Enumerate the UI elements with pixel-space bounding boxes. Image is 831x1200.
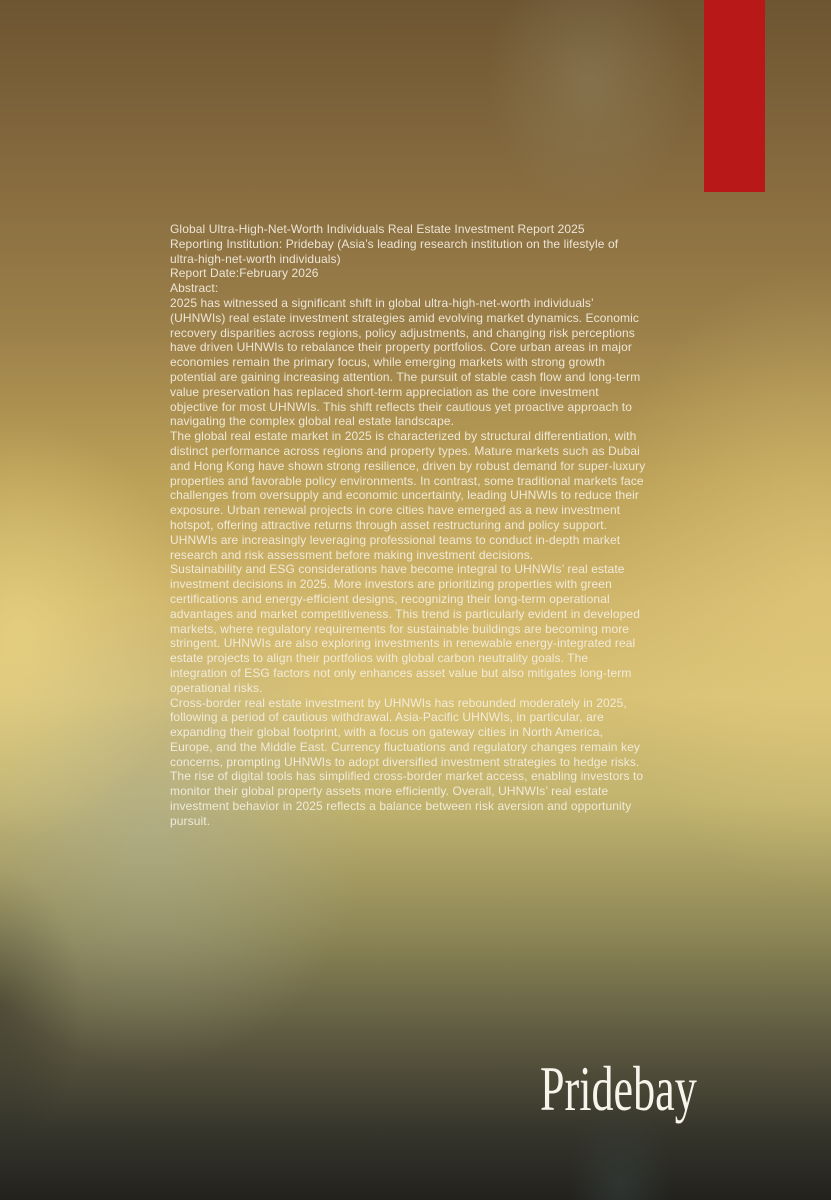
report-title: Global Ultra-High-Net-Worth Individuals Real Estate Investment Report 2025: [170, 222, 585, 236]
report-date-line: Report Date:February 2026: [170, 266, 319, 281]
abstract-paragraph-4: Cross-border real estate investment by UHNWIs has rebounded moderately in 2025, following a period of cautious withdrawal. Asia-Pacific UHNWIs, in particular, are expanding their global footprint, with a focus on gateway cities in North America, Europe, and the Middle East. Currency fluctuations and regulatory changes remain key concerns, prompting UHNWIs to adopt diversified investment strategies to hedge risks. The rise of digital tools has simplified cross-border market access, enabling investors to monitor their global property assets more efficiently. Overall, UHNWIs’ real estate investment behavior in 2025 reflects a balance between risk aversion and opportunity pursuit.: [170, 695, 644, 828]
abstract-paragraph-1: 2025 has witnessed a significant shift in global ultra-high-net-worth individuals’ (UHNWIs) real estate investment strategies amid evolving market dynamics. Economic recovery disparities across regions, policy adjustments, and changing risk perceptions have driven UHNWIs to rebalance their property portfolios. Core urban areas in major economies remain the primary focus, while emerging markets with strong growth potential are gaining increasing attention. The pursuit of stable cash flow and long-term value preservation has replaced short-term appreciation as the core investment objective for most UHNWIs. This shift reflects their cautious yet proactive approach to navigating the complex global real estate landscape.: [170, 295, 641, 429]
abstract-paragraph-2: The global real estate market in 2025 is characterized by structural differentiation, with distinct performance across regions and property types. Mature markets such as Dubai and Hong Kong have shown strong resilience, driven by robust demand for super-luxury properties and favorable policy environments. In contrast, some traditional markets face challenges from oversupply and economic uncertainty, leading UHNWIs to reduce their exposure. Urban renewal projects in core cities have emerged as a new investment hotspot, offering attractive returns through asset restructuring and policy support. UHNWIs are increasingly leveraging professional teams to conduct in-depth market research and risk assessment before making investment decisions.: [170, 429, 646, 562]
abstract-label: Abstract:: [170, 281, 219, 296]
report-institution-line: Reporting Institution: Pridebay (Asia’s leading research institution on the lifestyle of ultra-high-net-worth individuals): [170, 236, 619, 266]
report-text-block: [170, 222, 646, 829]
abstract-paragraph-3: Sustainability and ESG considerations have become integral to UHNWIs’ real estate investment decisions in 2025. More investors are prioritizing properties with green certifications and energy-efficient designs, recognizing their long-term operational advantages and market competitiveness. This trend is particularly evident in developed markets, where regulatory requirements for sustainable buildings are becoming more stringent. UHNWIs are also exploring investments in renewable energy-integrated real estate projects to align their portfolios with global carbon neutrality goals. The integration of ESG factors not only enhances asset value but also mitigates long-term operational risks.: [170, 562, 640, 695]
red-accent-bar: [704, 0, 765, 192]
pridebay-logo: Pridebay: [540, 1054, 697, 1124]
